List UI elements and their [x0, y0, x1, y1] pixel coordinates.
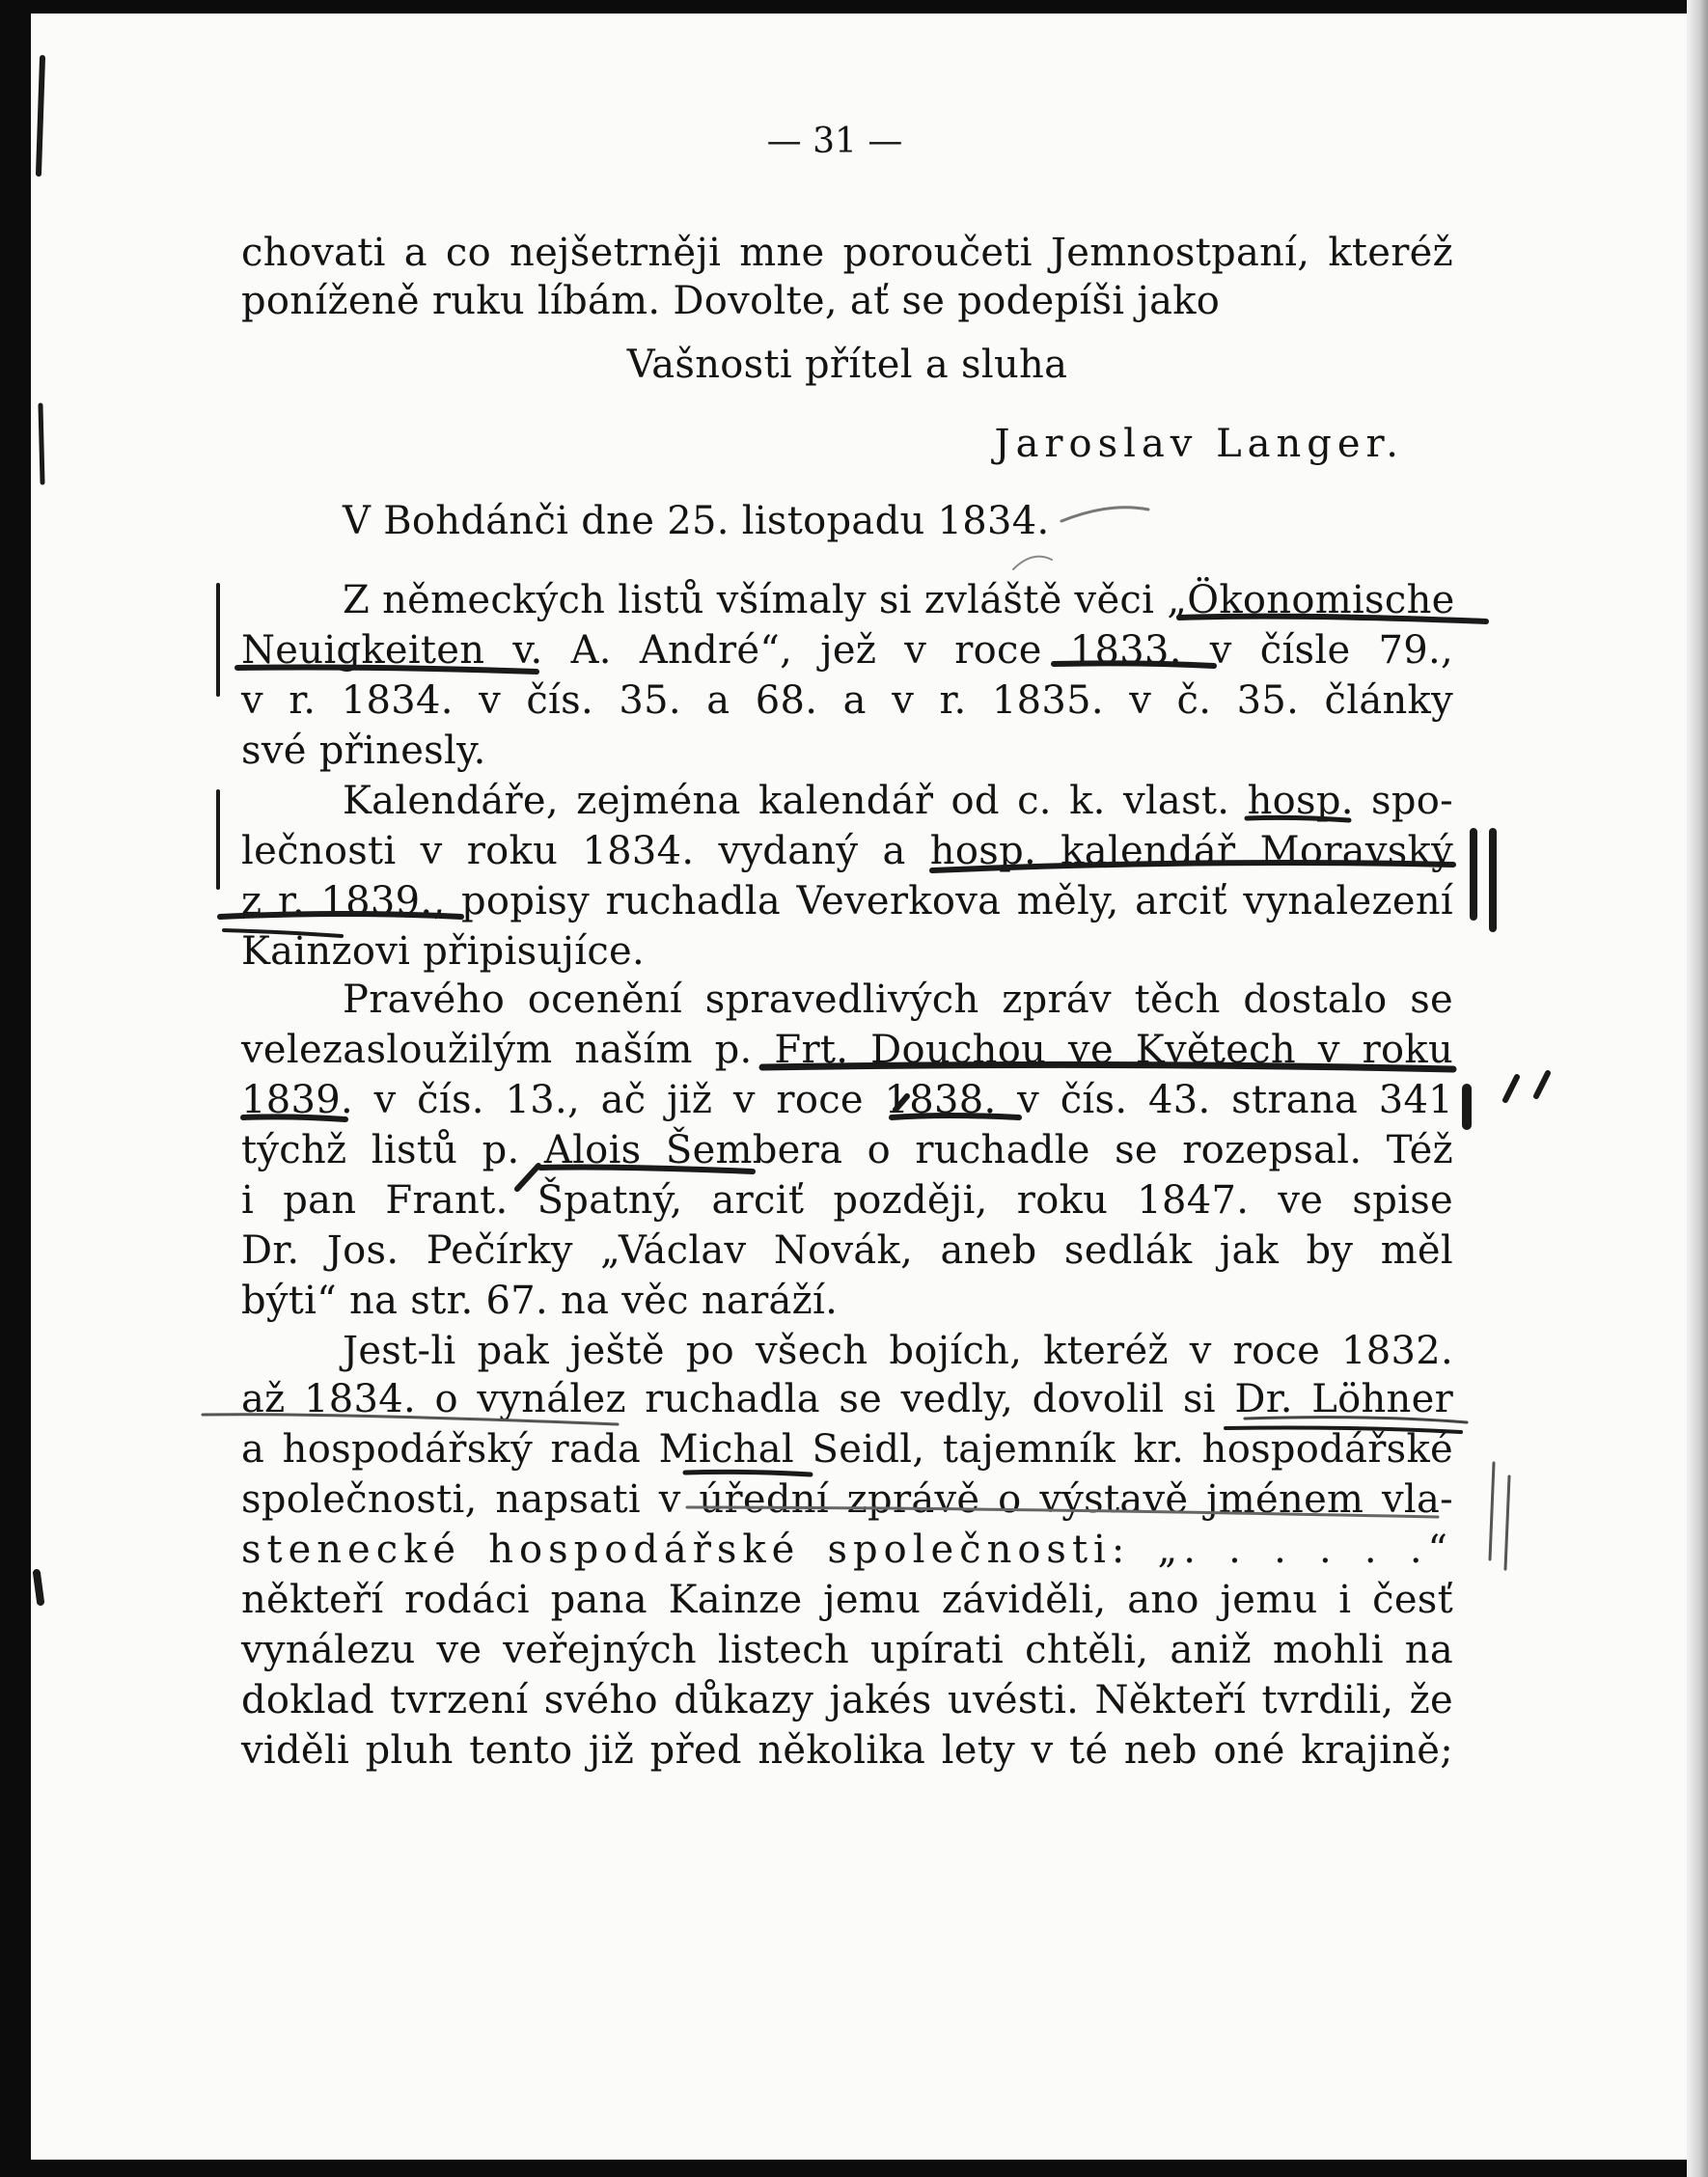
text-line: společnosti, napsati v úřední zprávě o výstavě jménem vla- [241, 1477, 1453, 1522]
text-line: poníženě ruku líbám. Dovolte, ať se podepíši jako [241, 279, 1221, 323]
text-line: Kalendáře, zejména kalendář od c. k. vlast. hosp. spo- [343, 779, 1453, 823]
text-line: z r. 1839., popisy ruchadla Veverkova měly, arciť vynalezení [241, 879, 1453, 923]
underline-mark [762, 1064, 1453, 1069]
scan-edge-mark [39, 58, 42, 174]
signature-name: Jaroslav Langer. [994, 422, 1404, 466]
underline-mark [243, 1116, 345, 1119]
text-line: doklad tvrzení svého důkazy jakés uvésti. Někteří tvrdili, že [241, 1678, 1453, 1722]
underline-mark [1245, 1418, 1467, 1422]
text-line: Pravého ocenění spravedlivých zpráv těch dostalo se [343, 978, 1453, 1022]
margin-line-mark [1505, 1476, 1509, 1569]
text-line: někteří rodáci pana Kainze jemu záviděli, ano jemu i česť [241, 1578, 1453, 1622]
text-line: viděli pluh tento již před několika lety v té neb oné krajině; [241, 1728, 1453, 1773]
underline-mark [1179, 617, 1486, 621]
margin-tick-mark [517, 1166, 538, 1189]
text-line: Dr. Jos. Pečírky „Václav Novák, aneb sedlák jak by měl [241, 1228, 1453, 1273]
text-line: Jest-li pak ještě po všech bojích, kteréž v roce 1832. [343, 1329, 1453, 1373]
text-line: stenecké hospodářské společnosti: „. . . . . .“ [241, 1528, 1453, 1572]
text-line: i pan Frant. Špatný, arciť později, roku 1847. ve spise [241, 1178, 1453, 1223]
text-line: vynálezu ve veřejných listech upírati chtěli, aniž mohli na [241, 1628, 1453, 1672]
underline-mark [1226, 1428, 1461, 1433]
underline-mark [220, 914, 461, 917]
text-line: týchž listů p. Alois Šembera o ruchadle se rozepsal. Též [241, 1128, 1453, 1172]
text-line: a hospodářský rada Michal Seidl, tajemník kr. hospodářské [241, 1427, 1453, 1472]
margin-tick-mark [1536, 1073, 1548, 1096]
underline-mark [237, 668, 537, 673]
text-line: Neuigkeiten v. A. André“, jež v roce 1833. v čísle 79., [241, 628, 1453, 673]
text-line: 1839. v čís. 13., ač již v roce 1838. v čís. 43. strana 341 [241, 1078, 1453, 1122]
underline-mark [203, 1415, 618, 1424]
margin-line-mark [1490, 1463, 1494, 1559]
text-line: Z německých listů všímaly si zvláště věci „Ökonomische [343, 578, 1455, 622]
text-line: chovati a co nejšetrněji mne poroučeti Jemnostpaní, kteréž [241, 231, 1453, 275]
margin-tick-mark [895, 1096, 907, 1110]
underline-mark [540, 1168, 753, 1172]
pencil-stroke [1061, 508, 1148, 521]
text-line: své přinesly. [241, 729, 486, 773]
underline-mark [224, 930, 342, 936]
pencil-stroke [1013, 557, 1052, 569]
text-line: velezasloužilým naším p. Frt. Douchou ve Květech v roku [241, 1028, 1453, 1072]
text-line: býti“ na str. 67. na věc naráží. [241, 1279, 839, 1323]
date-line: V Bohdánči dne 25. listopadu 1834. [343, 499, 1050, 543]
underline-mark [932, 863, 1453, 870]
underline-mark [892, 1116, 1019, 1117]
closing-salutation: Vašnosti přítel a sluha [626, 343, 1068, 387]
scan-edge-mark [41, 405, 42, 482]
scan-edge-mark [37, 1573, 41, 1602]
underline-mark [687, 1507, 1438, 1517]
margin-tick-mark [1505, 1077, 1517, 1100]
page-number: — 31 — [766, 122, 903, 161]
underline-mark [685, 1472, 811, 1474]
text-line: v r. 1834. v čís. 35. a 68. a v r. 1835. v č. 35. články [241, 678, 1453, 723]
text-line: lečnosti v roku 1834. vydaný a hosp. kalendář Moravský [241, 829, 1453, 873]
text-line: Kainzovi připisujíce. [241, 929, 646, 974]
underline-mark [1247, 817, 1349, 820]
underline-mark [1054, 663, 1214, 666]
text-line: až 1834. o vynález ruchadla se vedly, dovolil si Dr. Löhner [241, 1377, 1453, 1421]
